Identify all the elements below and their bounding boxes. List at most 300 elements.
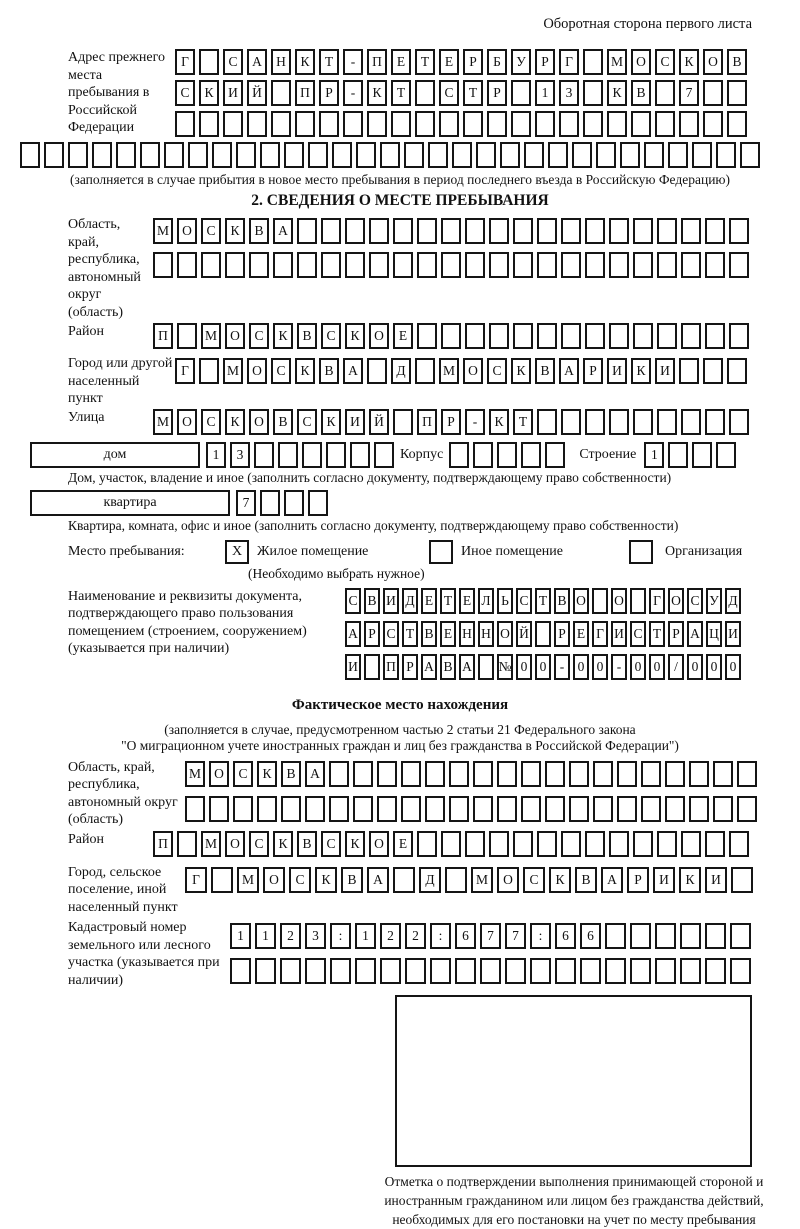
char-cell[interactable]: С — [249, 323, 269, 349]
char-cell[interactable]: М — [471, 867, 493, 893]
char-cell[interactable] — [353, 796, 373, 822]
char-cell[interactable] — [729, 831, 749, 857]
char-cell[interactable] — [630, 923, 651, 949]
char-cell[interactable] — [249, 252, 269, 278]
char-cell[interactable] — [609, 323, 629, 349]
char-cell[interactable]: В — [319, 358, 339, 384]
char-cell[interactable]: В — [535, 358, 555, 384]
char-cell[interactable]: М — [607, 49, 627, 75]
char-cell[interactable] — [513, 218, 533, 244]
char-cell[interactable] — [449, 796, 469, 822]
char-cell[interactable]: У — [511, 49, 531, 75]
char-cell[interactable]: С — [321, 831, 341, 857]
char-cell[interactable] — [297, 252, 317, 278]
char-cell[interactable]: П — [417, 409, 437, 435]
char-cell[interactable] — [393, 252, 413, 278]
char-cell[interactable] — [633, 409, 653, 435]
char-cell[interactable] — [737, 761, 757, 787]
char-cell[interactable] — [585, 252, 605, 278]
char-cell[interactable] — [605, 923, 626, 949]
char-cell[interactable]: К — [607, 80, 627, 106]
char-cell[interactable]: А — [343, 358, 363, 384]
char-cell[interactable] — [583, 49, 603, 75]
char-cell[interactable]: Д — [725, 588, 741, 614]
char-cell[interactable] — [641, 761, 661, 787]
char-cell[interactable]: Н — [459, 621, 475, 647]
char-cell[interactable]: Б — [487, 49, 507, 75]
char-cell[interactable]: Г — [175, 358, 195, 384]
char-cell[interactable] — [681, 218, 701, 244]
char-cell[interactable]: О — [225, 831, 245, 857]
char-cell[interactable] — [727, 80, 747, 106]
char-cell[interactable] — [463, 111, 483, 137]
char-cell[interactable] — [569, 796, 589, 822]
char-cell[interactable] — [449, 442, 469, 468]
char-cell[interactable] — [452, 142, 472, 168]
char-cell[interactable] — [225, 252, 245, 278]
char-cell[interactable]: М — [153, 409, 173, 435]
char-cell[interactable]: А — [421, 654, 437, 680]
char-cell[interactable]: И — [345, 409, 365, 435]
char-cell[interactable] — [537, 831, 557, 857]
char-cell[interactable]: 1 — [535, 80, 555, 106]
char-cell[interactable] — [281, 796, 301, 822]
char-cell[interactable] — [511, 80, 531, 106]
char-cell[interactable] — [425, 761, 445, 787]
char-cell[interactable] — [177, 831, 197, 857]
char-cell[interactable]: П — [383, 654, 399, 680]
char-cell[interactable]: Р — [487, 80, 507, 106]
char-cell[interactable]: С — [289, 867, 311, 893]
char-cell[interactable] — [545, 761, 565, 787]
char-cell[interactable] — [657, 323, 677, 349]
char-cell[interactable]: С — [383, 621, 399, 647]
char-cell[interactable]: М — [439, 358, 459, 384]
char-cell[interactable] — [657, 831, 677, 857]
char-cell[interactable]: 0 — [649, 654, 665, 680]
char-cell[interactable] — [465, 218, 485, 244]
char-cell[interactable]: К — [631, 358, 651, 384]
char-cell[interactable] — [497, 796, 517, 822]
char-cell[interactable]: К — [295, 49, 315, 75]
char-cell[interactable]: Й — [247, 80, 267, 106]
char-cell[interactable] — [308, 142, 328, 168]
char-cell[interactable]: К — [273, 831, 293, 857]
char-cell[interactable] — [727, 111, 747, 137]
char-cell[interactable]: Р — [535, 49, 555, 75]
char-cell[interactable] — [681, 409, 701, 435]
char-cell[interactable]: Д — [419, 867, 441, 893]
char-cell[interactable]: И — [345, 654, 361, 680]
char-cell[interactable]: С — [523, 867, 545, 893]
char-cell[interactable]: - — [343, 49, 363, 75]
char-cell[interactable]: С — [201, 218, 221, 244]
char-cell[interactable]: В — [297, 831, 317, 857]
char-cell[interactable] — [393, 867, 415, 893]
char-cell[interactable] — [609, 831, 629, 857]
char-cell[interactable] — [417, 252, 437, 278]
char-cell[interactable] — [555, 958, 576, 984]
char-cell[interactable]: А — [459, 654, 475, 680]
char-cell[interactable]: Т — [513, 409, 533, 435]
char-cell[interactable]: О — [247, 358, 267, 384]
char-cell[interactable]: М — [185, 761, 205, 787]
char-cell[interactable] — [729, 218, 749, 244]
char-cell[interactable]: О — [249, 409, 269, 435]
char-cell[interactable] — [439, 111, 459, 137]
char-cell[interactable]: С — [175, 80, 195, 106]
char-cell[interactable] — [355, 958, 376, 984]
char-cell[interactable] — [380, 958, 401, 984]
char-cell[interactable]: В — [341, 867, 363, 893]
char-cell[interactable]: И — [223, 80, 243, 106]
char-cell[interactable] — [393, 218, 413, 244]
char-cell[interactable] — [679, 358, 699, 384]
char-cell[interactable]: 0 — [592, 654, 608, 680]
char-cell[interactable] — [350, 442, 370, 468]
char-cell[interactable] — [374, 442, 394, 468]
char-cell[interactable] — [716, 442, 736, 468]
char-cell[interactable] — [417, 323, 437, 349]
char-cell[interactable] — [500, 142, 520, 168]
char-cell[interactable] — [449, 761, 469, 787]
char-cell[interactable] — [68, 142, 88, 168]
char-cell[interactable] — [705, 831, 725, 857]
char-cell[interactable] — [478, 654, 494, 680]
char-cell[interactable] — [476, 142, 496, 168]
char-cell[interactable]: И — [607, 358, 627, 384]
char-cell[interactable] — [633, 831, 653, 857]
char-cell[interactable] — [415, 358, 435, 384]
char-cell[interactable]: К — [549, 867, 571, 893]
char-cell[interactable]: Р — [668, 621, 684, 647]
char-cell[interactable]: А — [345, 621, 361, 647]
char-cell[interactable]: К — [257, 761, 277, 787]
char-cell[interactable]: О — [209, 761, 229, 787]
char-cell[interactable]: П — [153, 831, 173, 857]
char-cell[interactable] — [441, 218, 461, 244]
char-cell[interactable]: В — [273, 409, 293, 435]
char-cell[interactable] — [260, 490, 280, 516]
char-cell[interactable] — [657, 252, 677, 278]
char-cell[interactable]: Й — [369, 409, 389, 435]
char-cell[interactable] — [404, 142, 424, 168]
char-cell[interactable]: Т — [415, 49, 435, 75]
char-cell[interactable]: Ь — [497, 588, 513, 614]
char-cell[interactable] — [681, 831, 701, 857]
char-cell[interactable] — [737, 796, 757, 822]
char-cell[interactable]: Р — [364, 621, 380, 647]
char-cell[interactable] — [729, 323, 749, 349]
char-cell[interactable]: Р — [402, 654, 418, 680]
char-cell[interactable] — [428, 142, 448, 168]
char-cell[interactable]: Е — [459, 588, 475, 614]
char-cell[interactable] — [583, 111, 603, 137]
char-cell[interactable]: 0 — [535, 654, 551, 680]
char-cell[interactable] — [655, 80, 675, 106]
char-cell[interactable] — [657, 409, 677, 435]
char-cell[interactable] — [655, 111, 675, 137]
char-cell[interactable] — [369, 252, 389, 278]
char-cell[interactable] — [537, 409, 557, 435]
char-cell[interactable] — [445, 867, 467, 893]
char-cell[interactable] — [521, 442, 541, 468]
char-cell[interactable] — [473, 442, 493, 468]
char-cell[interactable]: Г — [649, 588, 665, 614]
char-cell[interactable] — [548, 142, 568, 168]
char-cell[interactable]: № — [497, 654, 513, 680]
char-cell[interactable] — [655, 923, 676, 949]
char-cell[interactable]: К — [489, 409, 509, 435]
char-cell[interactable]: Д — [402, 588, 418, 614]
char-cell[interactable]: 0 — [725, 654, 741, 680]
char-cell[interactable] — [247, 111, 267, 137]
char-cell[interactable] — [592, 588, 608, 614]
char-cell[interactable] — [730, 923, 751, 949]
char-cell[interactable] — [415, 111, 435, 137]
char-cell[interactable] — [689, 761, 709, 787]
char-cell[interactable] — [284, 490, 304, 516]
char-cell[interactable] — [727, 358, 747, 384]
char-cell[interactable] — [465, 323, 485, 349]
char-cell[interactable]: В — [281, 761, 301, 787]
char-cell[interactable] — [489, 218, 509, 244]
char-cell[interactable]: В — [631, 80, 651, 106]
char-cell[interactable] — [535, 111, 555, 137]
char-cell[interactable]: 0 — [687, 654, 703, 680]
char-cell[interactable]: Т — [535, 588, 551, 614]
char-cell[interactable] — [20, 142, 40, 168]
char-cell[interactable] — [537, 218, 557, 244]
char-cell[interactable] — [561, 218, 581, 244]
char-cell[interactable] — [295, 111, 315, 137]
char-cell[interactable]: О — [611, 588, 627, 614]
char-cell[interactable] — [521, 796, 541, 822]
char-cell[interactable]: 1 — [206, 442, 226, 468]
char-cell[interactable] — [705, 218, 725, 244]
checkbox-other-premises[interactable] — [429, 540, 453, 564]
char-cell[interactable] — [367, 358, 387, 384]
checkbox-residential[interactable]: X — [225, 540, 249, 564]
char-cell[interactable] — [401, 796, 421, 822]
char-cell[interactable] — [740, 142, 760, 168]
char-cell[interactable]: Е — [573, 621, 589, 647]
char-cell[interactable]: Е — [440, 621, 456, 647]
char-cell[interactable] — [545, 796, 565, 822]
char-cell[interactable]: А — [367, 867, 389, 893]
char-cell[interactable]: С — [516, 588, 532, 614]
char-cell[interactable] — [405, 958, 426, 984]
char-cell[interactable] — [497, 761, 517, 787]
char-cell[interactable]: А — [559, 358, 579, 384]
char-cell[interactable] — [713, 761, 733, 787]
char-cell[interactable] — [393, 409, 413, 435]
char-cell[interactable]: 1 — [355, 923, 376, 949]
char-cell[interactable] — [330, 958, 351, 984]
char-cell[interactable]: 0 — [516, 654, 532, 680]
char-cell[interactable] — [585, 831, 605, 857]
char-cell[interactable] — [689, 796, 709, 822]
char-cell[interactable]: 6 — [555, 923, 576, 949]
char-cell[interactable]: О — [497, 867, 519, 893]
char-cell[interactable] — [415, 80, 435, 106]
char-cell[interactable]: 3 — [230, 442, 250, 468]
char-cell[interactable] — [617, 796, 637, 822]
char-cell[interactable] — [364, 654, 380, 680]
char-cell[interactable] — [209, 796, 229, 822]
char-cell[interactable] — [153, 252, 173, 278]
char-cell[interactable] — [497, 442, 517, 468]
char-cell[interactable]: О — [177, 218, 197, 244]
char-cell[interactable] — [230, 958, 251, 984]
char-cell[interactable] — [326, 442, 346, 468]
char-cell[interactable]: М — [223, 358, 243, 384]
char-cell[interactable]: Т — [440, 588, 456, 614]
char-cell[interactable] — [489, 252, 509, 278]
char-cell[interactable] — [175, 111, 195, 137]
char-cell[interactable]: А — [247, 49, 267, 75]
char-cell[interactable]: 2 — [405, 923, 426, 949]
char-cell[interactable]: В — [440, 654, 456, 680]
char-cell[interactable] — [505, 958, 526, 984]
char-cell[interactable]: В — [575, 867, 597, 893]
char-cell[interactable]: О — [225, 323, 245, 349]
char-cell[interactable]: С — [233, 761, 253, 787]
char-cell[interactable]: Р — [583, 358, 603, 384]
char-cell[interactable]: М — [153, 218, 173, 244]
char-cell[interactable]: У — [706, 588, 722, 614]
char-cell[interactable]: - — [465, 409, 485, 435]
char-cell[interactable]: 1 — [644, 442, 664, 468]
char-cell[interactable] — [44, 142, 64, 168]
char-cell[interactable] — [177, 323, 197, 349]
char-cell[interactable] — [633, 218, 653, 244]
char-cell[interactable]: О — [177, 409, 197, 435]
char-cell[interactable] — [319, 111, 339, 137]
char-cell[interactable] — [278, 442, 298, 468]
char-cell[interactable] — [343, 111, 363, 137]
char-cell[interactable] — [367, 111, 387, 137]
char-cell[interactable]: К — [199, 80, 219, 106]
char-cell[interactable]: П — [295, 80, 315, 106]
char-cell[interactable] — [585, 218, 605, 244]
char-cell[interactable] — [665, 796, 685, 822]
apartment-box[interactable]: квартира — [30, 490, 230, 516]
char-cell[interactable] — [585, 409, 605, 435]
char-cell[interactable] — [321, 252, 341, 278]
char-cell[interactable]: К — [321, 409, 341, 435]
char-cell[interactable]: О — [369, 323, 389, 349]
char-cell[interactable] — [441, 252, 461, 278]
char-cell[interactable] — [401, 761, 421, 787]
char-cell[interactable] — [705, 323, 725, 349]
char-cell[interactable] — [280, 958, 301, 984]
char-cell[interactable] — [705, 923, 726, 949]
char-cell[interactable]: Р — [441, 409, 461, 435]
char-cell[interactable] — [593, 761, 613, 787]
char-cell[interactable] — [377, 761, 397, 787]
char-cell[interactable]: М — [201, 831, 221, 857]
char-cell[interactable] — [345, 252, 365, 278]
char-cell[interactable] — [521, 761, 541, 787]
char-cell[interactable] — [284, 142, 304, 168]
char-cell[interactable] — [356, 142, 376, 168]
char-cell[interactable]: 1 — [230, 923, 251, 949]
char-cell[interactable]: О — [263, 867, 285, 893]
char-cell[interactable] — [511, 111, 531, 137]
char-cell[interactable]: Р — [554, 621, 570, 647]
char-cell[interactable]: : — [530, 923, 551, 949]
char-cell[interactable]: К — [295, 358, 315, 384]
house-box[interactable]: дом — [30, 442, 200, 468]
char-cell[interactable]: К — [225, 218, 245, 244]
char-cell[interactable] — [561, 409, 581, 435]
char-cell[interactable] — [236, 142, 256, 168]
char-cell[interactable]: Т — [402, 621, 418, 647]
char-cell[interactable] — [633, 323, 653, 349]
char-cell[interactable] — [233, 796, 253, 822]
char-cell[interactable] — [329, 761, 349, 787]
char-cell[interactable] — [380, 142, 400, 168]
char-cell[interactable] — [692, 442, 712, 468]
char-cell[interactable] — [641, 796, 661, 822]
char-cell[interactable] — [605, 958, 626, 984]
char-cell[interactable] — [680, 958, 701, 984]
char-cell[interactable] — [585, 323, 605, 349]
char-cell[interactable]: В — [727, 49, 747, 75]
char-cell[interactable]: 0 — [706, 654, 722, 680]
char-cell[interactable] — [480, 958, 501, 984]
char-cell[interactable] — [620, 142, 640, 168]
char-cell[interactable] — [441, 831, 461, 857]
char-cell[interactable] — [609, 252, 629, 278]
char-cell[interactable]: Н — [478, 621, 494, 647]
char-cell[interactable] — [417, 218, 437, 244]
char-cell[interactable]: 7 — [236, 490, 256, 516]
char-cell[interactable]: : — [430, 923, 451, 949]
char-cell[interactable]: Г — [185, 867, 207, 893]
char-cell[interactable]: 0 — [630, 654, 646, 680]
char-cell[interactable]: Е — [421, 588, 437, 614]
char-cell[interactable]: С — [687, 588, 703, 614]
char-cell[interactable]: Р — [627, 867, 649, 893]
char-cell[interactable] — [609, 409, 629, 435]
char-cell[interactable]: Л — [478, 588, 494, 614]
char-cell[interactable]: И — [383, 588, 399, 614]
char-cell[interactable] — [713, 796, 733, 822]
char-cell[interactable]: С — [271, 358, 291, 384]
char-cell[interactable] — [188, 142, 208, 168]
char-cell[interactable]: Й — [516, 621, 532, 647]
char-cell[interactable] — [705, 958, 726, 984]
char-cell[interactable]: К — [315, 867, 337, 893]
char-cell[interactable] — [561, 252, 581, 278]
char-cell[interactable]: К — [511, 358, 531, 384]
char-cell[interactable]: / — [668, 654, 684, 680]
char-cell[interactable] — [297, 218, 317, 244]
char-cell[interactable] — [254, 442, 274, 468]
char-cell[interactable] — [657, 218, 677, 244]
char-cell[interactable] — [729, 409, 749, 435]
char-cell[interactable] — [417, 831, 437, 857]
char-cell[interactable] — [633, 252, 653, 278]
char-cell[interactable]: Т — [649, 621, 665, 647]
char-cell[interactable]: И — [655, 358, 675, 384]
char-cell[interactable] — [430, 958, 451, 984]
char-cell[interactable] — [524, 142, 544, 168]
char-cell[interactable] — [596, 142, 616, 168]
char-cell[interactable] — [644, 142, 664, 168]
